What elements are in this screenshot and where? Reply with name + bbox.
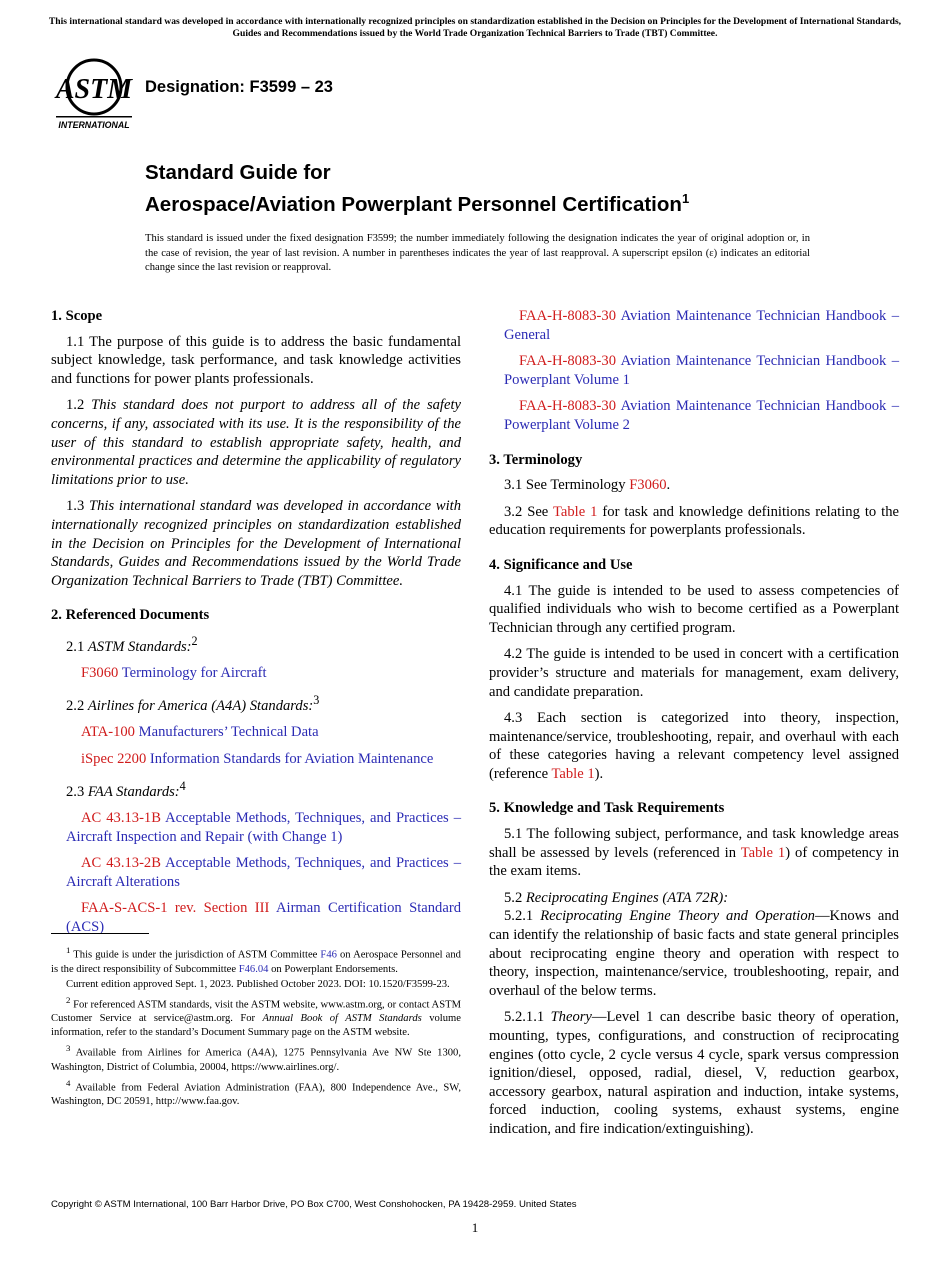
faa-standards-heading [51,777,461,801]
knowledge-p3-text: —Knows and can identify the relationship of basic facts and state general principles about reciprocating engine theory and operation with respect to theory, inspection, maintenance/service, troubleshooting, repair, and overhaul of the below terms. [489,908,899,999]
scope-p1: 1.1 The purpose of this guide is to address the basic fundamental subject knowledge, task performance, and task knowledge activities and functions for power plants professionals. [51,333,461,387]
text: This guide is under the jurisdiction of ASTM Committee [70,949,321,961]
reference-item[interactable] [51,899,461,936]
f3060-link[interactable]: F3060 [629,477,667,494]
footnote-marker: 3 [66,1043,71,1054]
a4a-label: Airlines for America (A4A) Standards: [87,697,314,714]
text: . [666,477,671,494]
text: ) of competency in the exam items. [489,844,900,880]
text: 5.1 The following subject, performance, and task knowledge areas shall be assessed by levels (referenced in [489,826,899,861]
para-number: 5.2.1.1 [504,1009,551,1026]
f46-04-link[interactable]: F46.04 [238,963,269,975]
footnote-1 [51,943,461,977]
scope-p2 [51,396,461,489]
section-heading-significance: 4. Significance and Use [489,556,633,573]
para-number: 2.2 [66,697,88,714]
logo-letters: ASTM [55,74,133,105]
text: on Aerospace Personnel and is the direct responsibility of Subcommittee [51,949,461,975]
footnote-ref[interactable]: 2 [191,633,198,648]
knowledge-p2 [489,889,899,908]
table-1-link[interactable]: Table 1 [740,844,786,861]
knowledge-p4 [489,1008,899,1138]
footnote-marker: 1 [66,945,71,955]
astm-logo [54,58,134,132]
significance-p3 [489,709,899,783]
text: For referenced ASTM standards, visit the ASTM website, www.astm.org, or contact ASTM Customer Service at service@astm.org. For [51,999,461,1025]
designation: Designation: F3599 – 23 [145,78,333,96]
terminology-p2 [489,503,899,540]
reference-item[interactable] [489,307,899,344]
footnote-rule [51,933,149,934]
reference-code[interactable]: AC 43.13-2B [81,855,161,872]
section-heading-refdocs: 2. Referenced Documents [51,607,210,624]
knowledge-p2-text: Reciprocating Engines (ATA 72R): [525,889,729,906]
table-1-link[interactable]: Table 1 [552,503,598,520]
reference-title[interactable]: Aviation Maintenance Technician Handbook – Powerplant Volume 1 [504,353,899,388]
f46-link[interactable]: F46 [320,949,337,961]
knowledge-p3-title: Reciprocating Engine Theory and Operation [540,908,815,925]
reference-item[interactable] [51,664,461,683]
a4a-reference-list [51,723,461,768]
footnote-marker: 2 [66,994,71,1005]
knowledge-p4-text: —Level 1 can describe basic theory of operation, mounting, types, configurations, and construction of reciprocating engines (otto cycle, 2 cycle versus 4 cycle, spark versus compression ignition/diesel, opposed, radial, diesel, V, reduction gearbox, accessory gearbox, natural aspiration and induction, intake systems, forced induction, cooling systems, exhaust systems, engine indication, and fire indication/extinguishing). [489,1009,900,1137]
section-heading-terminology: 3. Terminology [489,451,583,468]
reference-title[interactable]: Aviation Maintenance Technician Handbook – General [504,308,899,343]
title-line-2 [145,186,689,218]
issue-note: This standard is issued under the fixed designation F3599; the number immediately following the designation indicates the year of original adoption or, in the case of revision, the year of last revision. A number in parentheses indicates the year of last reapproval. A superscript epsilon (ε) indicates an editorial change since the last revision or reapproval. [145,233,810,274]
reference-title[interactable]: Acceptable Methods, Techniques, and Practices – Aircraft Inspection and Repair (with Change 1) [66,810,461,845]
scope-p3-text: This international standard was developed in accordance with internationally recognized principles on standardization established in the Decision on Principles for the Development of International Standards, Guides and Recommendations issued by the World Trade Organization Technical Barriers to Trade (TBT) Committee. [51,498,462,589]
footnote-3 [51,1041,461,1075]
reference-code[interactable]: FAA-H-8083-30 [519,353,617,370]
astm-label: ASTM Standards: [87,638,192,655]
text: Annual Book of ASTM Standards [262,1013,422,1025]
knowledge-p1 [489,825,899,881]
reference-title[interactable]: Manufacturers’ Technical Data [134,724,319,741]
top-notice: This international standard was developed in accordance with internationally recognized principles on standardization established in the Decision on Principles for the Development of International Standards, Guides and Recommendations issued by the World Trade Organization Technical Barriers to Trade (TBT) Committee. [48,16,902,39]
para-number: 2.3 [66,783,88,800]
reference-item[interactable] [51,809,461,846]
astm-standards-heading [51,632,461,656]
document-title [145,160,689,218]
scope-p2-text: This standard does not purport to address all of the safety concerns, if any, associated with its use. It is the responsibility of the user of this standard to establish appropriate safety, health, and environmental practices and determine the applicability of regulatory limitations prior to use. [51,397,461,488]
footnote-marker: 4 [66,1077,71,1088]
knowledge-p4-title: Theory [550,1009,592,1026]
footnote-ref[interactable]: 4 [179,778,186,793]
reference-item[interactable] [51,854,461,891]
logo-subtext: INTERNATIONAL [58,120,130,130]
right-column [489,307,899,1147]
faa-reference-list-continued [489,307,899,435]
para-number: 2.1 [66,638,88,655]
reference-code[interactable]: F3060 [81,665,119,682]
reference-title[interactable]: Aviation Maintenance Technician Handbook – Powerplant Volume 2 [504,398,899,433]
title-main: Aerospace/Aviation Powerplant Personnel Certification [145,192,682,216]
title-footnote-ref[interactable]: 1 [681,191,690,206]
reference-item[interactable] [51,750,461,769]
reference-item[interactable] [51,723,461,742]
text: Available from Airlines for America (A4A), 1275 Pennsylvania Ave NW Ste 1300, Washington, District of Columbia, 20004, https://www.airlines.org/. [51,1047,461,1073]
footnote-ref[interactable]: 3 [313,692,320,707]
reference-title[interactable]: Terminology for Aircraft [118,665,267,682]
footnotes [51,943,461,1110]
edition-note: Current edition approved Sept. 1, 2023. Published October 2023. DOI: 10.1520/F3599-23. [66,978,450,990]
significance-p2: 4.2 The guide is intended to be used in concert with a certification provider’s structure and materials for management, exam delivery, and candidate preparation. [489,646,899,700]
text: 4.3 Each section is categorized into theory, inspection, maintenance/service, troubleshooting, repair, and overhaul with each of these categories having a relevant competency level assigned (reference [489,710,899,782]
para-number: 5.2 [504,889,526,906]
reference-code[interactable]: FAA-H-8083-30 [519,398,617,415]
copyright: Copyright © ASTM International, 100 Barr Harbor Drive, PO Box C700, West Conshohocken, PA 19428-2959. United States [51,1199,577,1210]
reference-code[interactable]: FAA-S-ACS-1 rev. Section III [81,900,270,917]
reference-title[interactable]: Information Standards for Aviation Maintenance [146,751,434,767]
section-heading-scope: 1. Scope [51,308,103,324]
reference-item[interactable] [489,352,899,389]
a4a-standards-heading [51,691,461,715]
title-line-1: Standard Guide for [145,161,331,184]
table-1-link[interactable]: Table 1 [551,765,595,782]
knowledge-p3 [489,907,899,1000]
footnote-2 [51,993,461,1041]
astm-reference-list [51,664,461,683]
para-number: 1.2 [66,397,92,414]
reference-code[interactable]: ATA-100 [81,724,135,741]
text: 3.1 See Terminology [504,477,630,494]
text: ). [594,765,604,782]
para-number: 5.2.1 [504,908,541,925]
reference-item[interactable] [489,397,899,434]
para-number: 1.3 [66,498,90,515]
text: volume information, refer to the standard’s Document Summary page on the ASTM website. [51,1013,461,1039]
scope-p3 [51,497,461,590]
text: 3.2 See [504,503,553,520]
reference-title[interactable]: Acceptable Methods, Techniques, and Practices – Aircraft Alterations [66,855,461,890]
text: Available from Federal Aviation Administration (FAA), 800 Independence Ave., SW, Washington, DC 20591, http://www.faa.gov. [51,1082,461,1108]
reference-code[interactable]: iSpec 2200 [81,751,147,767]
section-heading-knowledge: 5. Knowledge and Task Requirements [489,800,725,817]
reference-title[interactable]: Airman Certification Standard (ACS) [66,900,461,936]
faa-reference-list [51,809,461,937]
text: on Powerplant Endorsements. [268,963,398,975]
reference-code[interactable]: AC 43.13-1B [81,810,161,827]
footnote-4 [51,1076,461,1110]
significance-p1: 4.1 The guide is intended to be used to assess competencies of qualified individuals who wish to become certified as a Powerplant Technician through any certified program. [489,582,899,636]
left-column [51,307,461,945]
text: for task and knowledge definitions relating to the education requirements for powerplants professionals. [489,503,899,539]
faa-label: FAA Standards: [87,783,180,800]
reference-code[interactable]: FAA-H-8083-30 [519,308,617,324]
terminology-p1 [489,476,899,495]
page-number: 1 [471,1220,479,1235]
